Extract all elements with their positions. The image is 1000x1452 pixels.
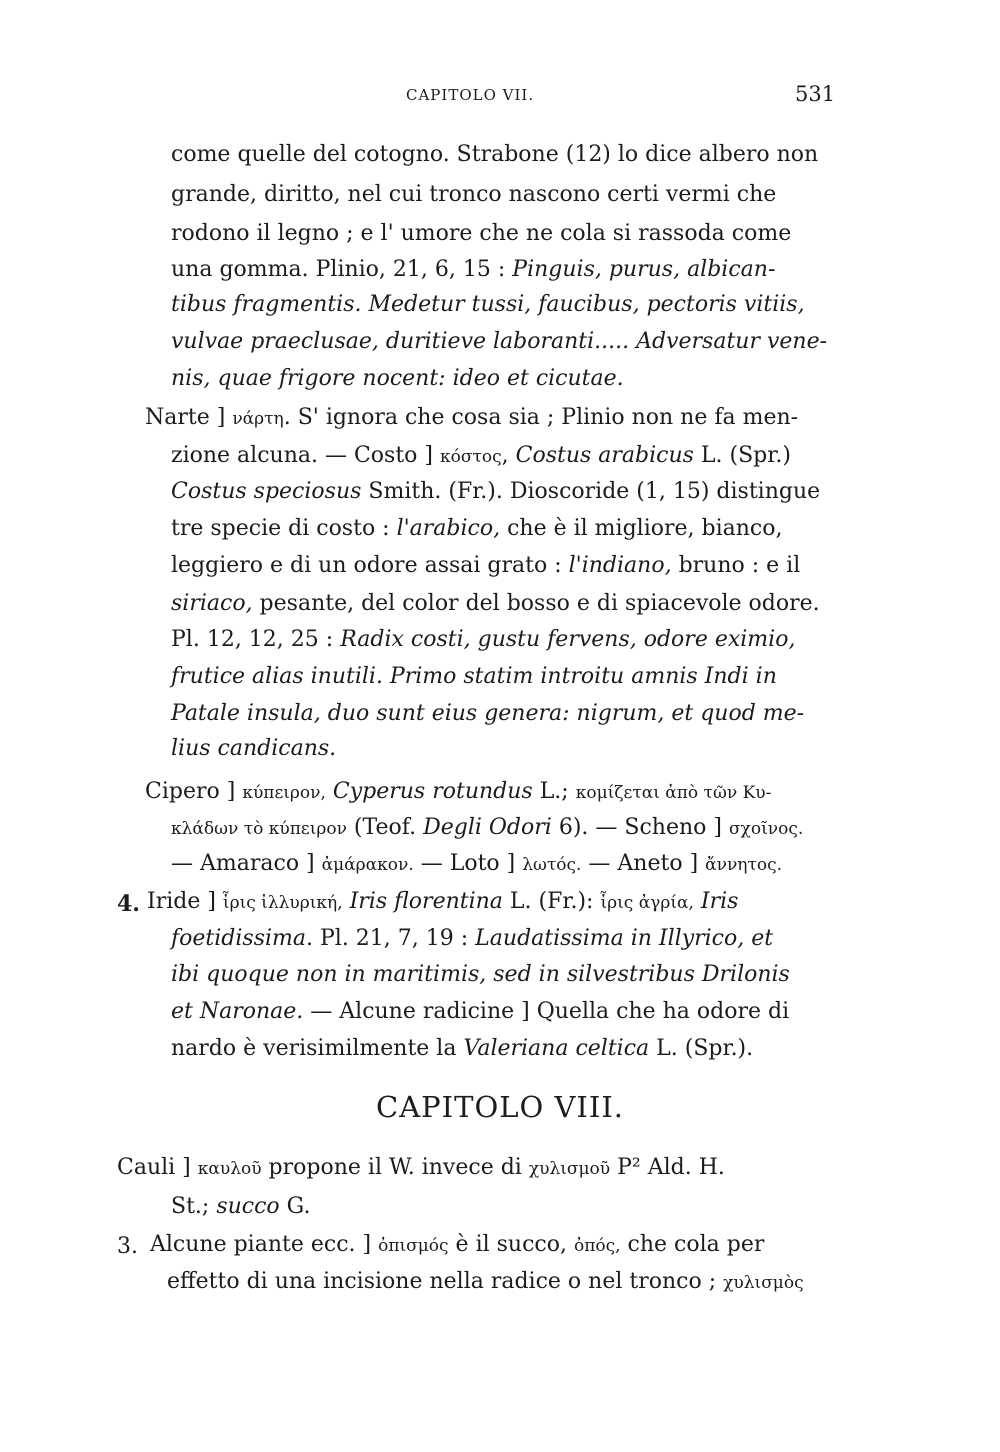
text-span: leggiero e di un odore assai grato : [171, 553, 569, 578]
text-span: pesante, del color del bosso e di spiacevole odore. [252, 591, 820, 616]
text-span: — Alcune radicine ] Quella che ha odore di [303, 999, 790, 1024]
note-number: 4. [117, 891, 140, 917]
greek-term: ἀμάρακον. [321, 855, 414, 875]
species-name: Costus arabicus [515, 443, 694, 468]
text-line [167, 1269, 804, 1296]
greek-term: κύπειρον, [242, 783, 326, 803]
text-span: nardo è verisimilmente la [171, 1036, 464, 1061]
text-line [171, 443, 791, 470]
italic-term: l'arabico, [396, 516, 501, 541]
text-line [171, 1194, 310, 1220]
lemma: Alcune piante ecc. ] [150, 1232, 379, 1257]
latin-quote-line: Patale insula, duo sunt eius genera: nigrum, et quod me- [171, 701, 805, 726]
text-line [147, 889, 738, 916]
text-span: Pl. 12, 12, 25 : [171, 627, 341, 652]
text-span: , [501, 443, 516, 468]
text-line [150, 1232, 764, 1259]
text-span: L.; [532, 779, 576, 804]
greek-term: χυλισμοῦ [528, 1159, 611, 1179]
text-line [171, 627, 795, 653]
text-line: rodono il legno ; e l' umore che ne cola si rassoda come [171, 221, 792, 246]
text-span: L. (Fr.): [502, 889, 601, 914]
text-line [145, 405, 798, 432]
greek-quote: κλάδων τὸ κύπειρον [171, 819, 347, 839]
greek-quote: κομίζεται ἀπὸ τῶν Κυ- [575, 783, 772, 803]
text-line [171, 999, 789, 1025]
running-title: CAPITOLO VII. [406, 86, 535, 104]
text-span: 6). — Scheno ] [551, 815, 729, 840]
text-span: L. (Spr.) [693, 443, 791, 468]
lemma: — Aneto ] [581, 851, 706, 876]
greek-term: νάρτη [232, 409, 284, 429]
latin-quote-line: nis, quae frigore nocent: ideo et cicutae. [171, 366, 624, 391]
text-span: (Teof. [346, 815, 424, 840]
greek-term: ὀπός, [573, 1236, 621, 1256]
text-span: G. [279, 1194, 311, 1219]
page-header [0, 82, 1000, 112]
greek-term: ἄννητος. [705, 855, 783, 875]
text-line [171, 553, 800, 579]
text-line [171, 257, 775, 283]
text-line [171, 815, 803, 842]
text-span: St.; [171, 1194, 217, 1219]
greek-term: σχοῖνος. [728, 819, 804, 839]
text-span: propone il W. invece di [261, 1155, 529, 1180]
text-line [171, 1036, 753, 1062]
text-span: che è il migliore, bianco, [500, 516, 783, 541]
lemma: Iride ] [147, 889, 223, 914]
greek-term: κόστος [439, 447, 502, 467]
text-span: effetto di una incisione nella radice o nel tronco ; [167, 1269, 724, 1294]
latin-quote-line: frutice alias inutili. Primo statim introitu amnis Indi in [171, 664, 777, 689]
latin-quote-line: ibi quoque non in maritimis, sed in silvestribus Drilonis [171, 962, 790, 987]
latin-quote: Laudatissima in Illyrico, et [475, 926, 774, 951]
greek-term: ὀπισμός [378, 1236, 449, 1256]
note-number: 3. [117, 1234, 138, 1259]
text-line [171, 926, 773, 952]
lemma: Cauli ] [117, 1155, 198, 1180]
latin-quote-line: lius candicans. [171, 736, 337, 761]
greek-term: καυλοῦ [197, 1159, 262, 1179]
text-span: Smith. (Fr.). Dioscoride (1, 15) distingue [361, 479, 821, 504]
text-span: una gomma. Plinio, 21, 6, 15 : [171, 257, 513, 282]
text-line [171, 851, 782, 878]
species-name: foetidissima [171, 926, 306, 951]
text-line [171, 591, 820, 617]
species-name: Costus speciosus [171, 479, 362, 504]
text-line: come quelle del cotogno. Strabone (12) lo dice albero non [171, 142, 819, 167]
species-name: Iris [693, 889, 739, 914]
lemma: — Amaraco ] [171, 851, 322, 876]
text-span: è il succo, [448, 1232, 574, 1257]
text-span: P² Ald. H. [610, 1155, 725, 1180]
lemma: Cipero ] [145, 779, 243, 804]
species-name: Cyperus rotundus [325, 779, 533, 804]
lemma: Narte ] [145, 405, 233, 430]
text-line [171, 516, 782, 542]
greek-term: ἶρις ἰλλυρική, [222, 893, 343, 913]
italic-term: succo [216, 1194, 280, 1219]
latin-quote: Radix costi, gustu fervens, odore eximio, [340, 627, 796, 652]
text-line: grande, diritto, nel cui tronco nascono certi vermi che [171, 182, 777, 207]
species-name: Iris florentina [342, 889, 503, 914]
text-span: tre specie di costo : [171, 516, 397, 541]
italic-term: siriaco, [171, 591, 253, 616]
latin-quote-line: tibus fragmentis. Medetur tussi, faucibus, pectoris vitiis, [171, 292, 805, 317]
text-line [171, 479, 820, 505]
greek-term: λωτός. [522, 855, 582, 875]
text-span: che cola per [620, 1232, 765, 1257]
work-title: Degli Odori [423, 815, 552, 840]
latin-quote: Pinguis, purus, albican- [512, 257, 776, 282]
lemma: — Loto ] [413, 851, 523, 876]
text-span: L. (Spr.). [649, 1036, 754, 1061]
greek-term: ἶρις ἀγρία, [600, 893, 694, 913]
latin-quote-line: vulvae praeclusae, duritieve laboranti..... Adversatur vene- [171, 329, 828, 354]
text-line [117, 1155, 725, 1182]
latin-quote: et Naronae. [171, 999, 304, 1024]
italic-term: l'indiano, [568, 553, 672, 578]
text-span: bruno : e il [671, 553, 801, 578]
text-span: zione alcuna. — Costo ] [171, 443, 440, 468]
text-line [145, 779, 771, 806]
chapter-heading: CAPITOLO VIII. [376, 1090, 624, 1124]
species-name: Valeriana celtica [463, 1036, 650, 1061]
text-span: . S' ignora che cosa sia ; Plinio non ne fa men- [283, 405, 799, 430]
text-span: . Pl. 21, 7, 19 : [306, 926, 476, 951]
page-number: 531 [795, 82, 836, 106]
greek-term: χυλισμὸς [723, 1273, 804, 1293]
